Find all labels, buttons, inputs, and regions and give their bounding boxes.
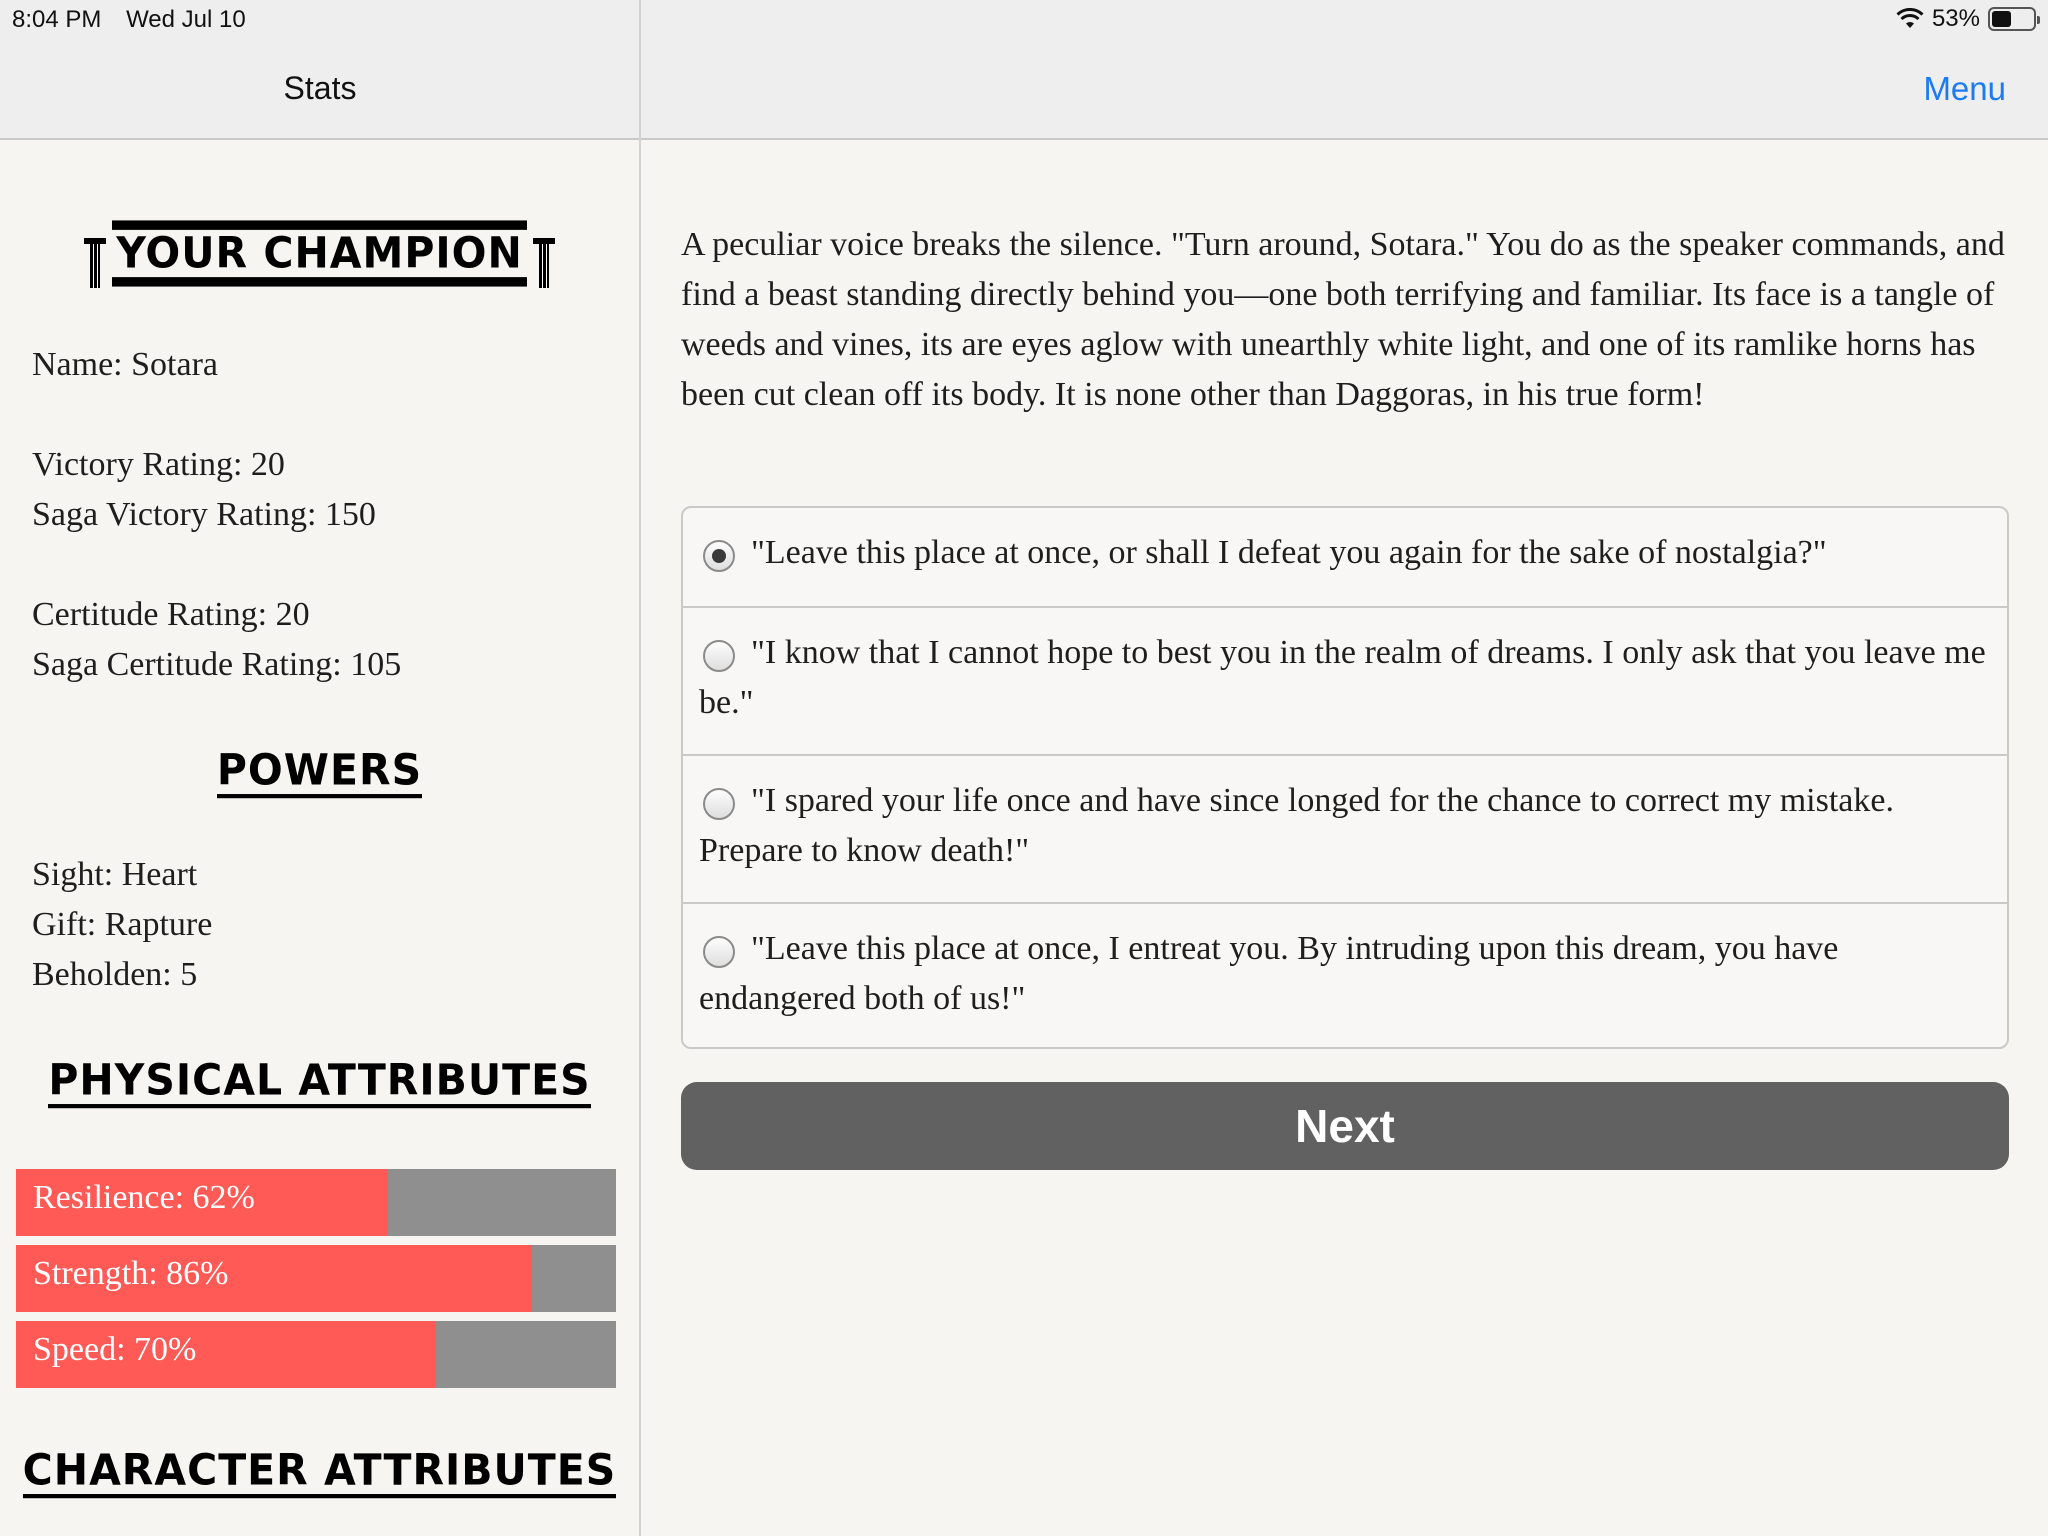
choice-text: "Leave this place at once, I entreat you. By intruding upon this dream, you have endangered both of us!" — [699, 930, 1839, 1017]
speed-label: Speed: 70% — [33, 1331, 197, 1368]
pillar-icon — [533, 238, 555, 288]
battery-icon — [1988, 7, 2036, 31]
victory-rating: Victory Rating: 20 — [32, 446, 285, 483]
saga-certitude-rating: Saga Certitude Rating: 105 — [32, 646, 402, 683]
stats-title: Stats — [283, 70, 357, 106]
split-divider — [639, 0, 641, 1536]
menu-button[interactable]: Menu — [1923, 70, 2006, 107]
status-bar-left — [12, 6, 264, 34]
character-attributes-heading-text: CHARACTER ATTRIBUTES — [23, 1447, 617, 1499]
status-date: Wed Jul 10 — [126, 6, 246, 33]
power-sight: Sight: Heart — [32, 856, 198, 893]
champion-name: Name: Sotara — [32, 346, 218, 383]
top-bar — [0, 0, 2048, 140]
choice-text: "Leave this place at once, or shall I defeat you again for the sake of nostalgia?" — [751, 534, 1827, 571]
strength-bar — [16, 1245, 616, 1312]
strength-label: Strength: 86% — [33, 1255, 229, 1292]
physical-attributes-heading-text: PHYSICAL ATTRIBUTES — [48, 1057, 590, 1109]
status-time: 8:04 PM — [12, 6, 102, 33]
battery-level — [1992, 11, 2011, 27]
status-bar-right — [1896, 5, 2036, 33]
wifi-icon — [1896, 8, 1924, 30]
powers-heading-text: POWERS — [217, 747, 422, 799]
resilience-bar — [16, 1169, 616, 1236]
choice-text: "I spared your life once and have since longed for the chance to correct my mistake. Prepare to know death!" — [699, 782, 1894, 869]
battery-percent: 53% — [1931, 5, 1980, 32]
choice-text: "I know that I cannot hope to best you in the realm of dreams. I only ask that you leave me be." — [699, 634, 1986, 721]
choice-list — [681, 506, 2009, 1049]
story-passage: A peculiar voice breaks the silence. "Turn around, Sotara." You do as the speaker commands, and find a beast standing directly behind you—one both terrifying and familiar. Its face is a tangle of weeds and vines, its are eyes aglow with unearthly white light, and one of its ramlike horns has been cut clean off its body. It is none other than Daggoras, in his true form! — [681, 226, 2005, 413]
character-attributes-heading — [0, 1444, 639, 1497]
certitude-rating: Certitude Rating: 20 — [32, 596, 310, 633]
saga-victory-rating: Saga Victory Rating: 150 — [32, 496, 376, 533]
choice-option[interactable] — [683, 902, 2007, 1049]
stats-panel — [0, 142, 639, 1536]
choice-option[interactable] — [683, 606, 2007, 754]
next-button[interactable]: Next — [681, 1082, 2009, 1170]
physical-attributes-heading — [0, 1054, 639, 1107]
speed-bar — [16, 1321, 616, 1388]
choice-option[interactable] — [683, 754, 2007, 902]
choice-option[interactable] — [683, 508, 2007, 606]
power-beholden: Beholden: 5 — [32, 956, 198, 993]
pillar-icon — [84, 238, 106, 288]
power-gift: Gift: Rapture — [32, 906, 213, 943]
champion-heading — [0, 222, 639, 288]
resilience-label: Resilience: 62% — [33, 1179, 255, 1216]
powers-heading — [0, 744, 639, 797]
champion-heading-text: YOUR CHAMPION — [112, 220, 527, 286]
